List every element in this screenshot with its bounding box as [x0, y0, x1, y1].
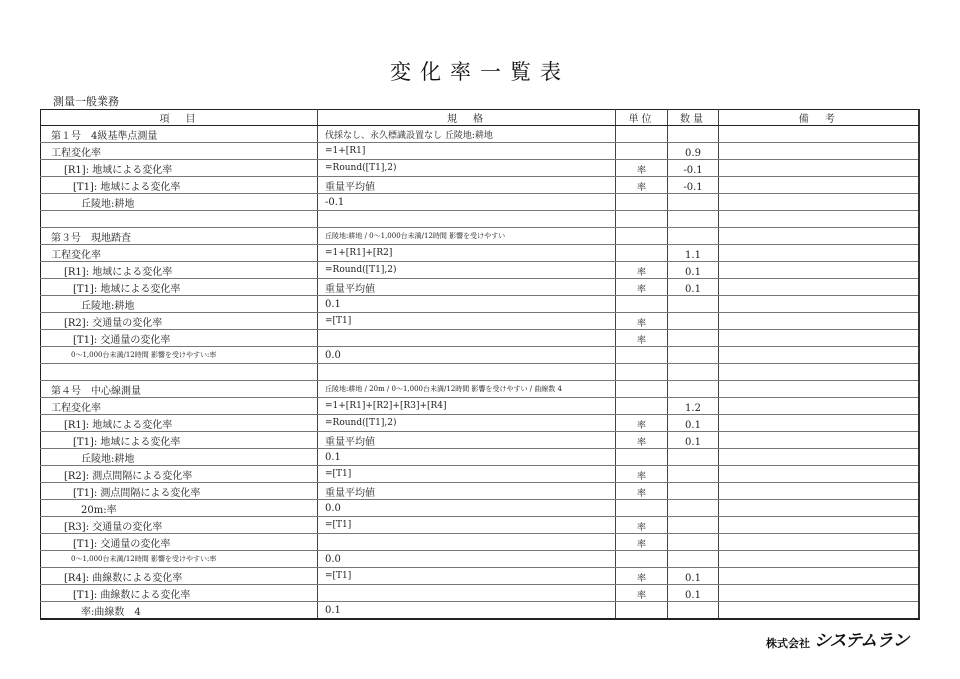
- table-row: [41, 500, 919, 517]
- company-logo: [766, 631, 908, 651]
- table-row: [41, 330, 919, 347]
- item-cell: [41, 211, 318, 228]
- table-row: [41, 177, 919, 194]
- header-qty: 数量: [668, 110, 719, 126]
- unit-cell: 率: [616, 415, 668, 432]
- spec-cell: 0.1: [318, 449, 616, 466]
- table-row: [41, 415, 919, 432]
- spec-cell: [318, 211, 616, 228]
- note-cell: [719, 415, 919, 432]
- table-row: [41, 296, 919, 313]
- unit-cell: 率: [616, 313, 668, 330]
- unit-cell: 率: [616, 279, 668, 296]
- table-row: [41, 534, 919, 551]
- unit-cell: [616, 364, 668, 381]
- spec-cell: =Round([T1],2): [318, 415, 616, 432]
- spec-cell: 重量平均値: [318, 432, 616, 449]
- qty-cell: [668, 500, 719, 517]
- note-cell: [719, 228, 919, 245]
- item-cell: [R1]: 地域による変化率: [41, 160, 318, 177]
- table-row: [41, 262, 919, 279]
- item-cell: 第１号 4級基準点測量: [41, 126, 318, 143]
- note-cell: [719, 381, 919, 398]
- qty-cell: [668, 296, 719, 313]
- table-row: [41, 398, 919, 415]
- qty-cell: -0.1: [668, 160, 719, 177]
- spec-cell: =[T1]: [318, 568, 616, 585]
- unit-cell: [616, 602, 668, 620]
- table-row: [41, 126, 919, 143]
- spec-cell: 0.0: [318, 500, 616, 517]
- qty-cell: [668, 330, 719, 347]
- qty-cell: [668, 228, 719, 245]
- note-cell: [719, 194, 919, 211]
- unit-cell: 率: [616, 517, 668, 534]
- table-row: [41, 245, 919, 262]
- qty-cell: -0.1: [668, 177, 719, 194]
- item-cell: [T1]: 交通量の変化率: [41, 534, 318, 551]
- note-cell: [719, 602, 919, 620]
- unit-cell: [616, 228, 668, 245]
- item-cell: [T1]: 地域による変化率: [41, 432, 318, 449]
- table-row: [41, 160, 919, 177]
- note-cell: [719, 551, 919, 568]
- qty-cell: [668, 194, 719, 211]
- item-cell: [R1]: 地域による変化率: [41, 262, 318, 279]
- note-cell: [719, 466, 919, 483]
- qty-cell: 0.1: [668, 262, 719, 279]
- unit-cell: [616, 381, 668, 398]
- qty-cell: [668, 364, 719, 381]
- item-cell: [T1]: 曲線数による変化率: [41, 585, 318, 602]
- note-cell: [719, 585, 919, 602]
- note-cell: [719, 398, 919, 415]
- table-row: [41, 279, 919, 296]
- item-cell: [R3]: 交通量の変化率: [41, 517, 318, 534]
- spec-cell: 重量平均値: [318, 483, 616, 500]
- company-prefix: 株式会社: [766, 637, 810, 650]
- unit-cell: [616, 211, 668, 228]
- spec-cell: [318, 364, 616, 381]
- note-cell: [719, 177, 919, 194]
- table-row: [41, 568, 919, 585]
- unit-cell: 率: [616, 483, 668, 500]
- note-cell: [719, 364, 919, 381]
- spec-cell: 丘陵地:耕地 / 20m / 0～1,000台未満/12時間 影響を受けやすい / 曲線数 4: [318, 381, 616, 398]
- header-spec: 規 格: [318, 110, 616, 126]
- change-rate-table: [40, 109, 920, 620]
- spec-cell: 伐採なし、永久標識設置なし 丘陵地:耕地: [318, 126, 616, 143]
- qty-cell: [668, 534, 719, 551]
- table-row: [41, 211, 919, 228]
- item-cell: 工程変化率: [41, 143, 318, 160]
- unit-cell: 率: [616, 160, 668, 177]
- unit-cell: [616, 296, 668, 313]
- note-cell: [719, 296, 919, 313]
- spec-cell: 0.0: [318, 551, 616, 568]
- spec-cell: -0.1: [318, 194, 616, 211]
- note-cell: [719, 347, 919, 364]
- unit-cell: [616, 347, 668, 364]
- item-cell: [T1]: 地域による変化率: [41, 177, 318, 194]
- unit-cell: [616, 449, 668, 466]
- header-item: 項 目: [41, 110, 318, 126]
- note-cell: [719, 483, 919, 500]
- item-cell: [R1]: 地域による変化率: [41, 415, 318, 432]
- qty-cell: [668, 466, 719, 483]
- section-label: 測量一般業務: [53, 95, 119, 108]
- note-cell: [719, 143, 919, 160]
- table-row: [41, 313, 919, 330]
- spec-cell: 重量平均値: [318, 279, 616, 296]
- spec-cell: =[T1]: [318, 466, 616, 483]
- item-cell: [T1]: 地域による変化率: [41, 279, 318, 296]
- note-cell: [719, 432, 919, 449]
- item-cell: 0～1,000台未満/12時間 影響を受けやすい:率: [41, 551, 318, 568]
- unit-cell: [616, 500, 668, 517]
- table-row: [41, 483, 919, 500]
- qty-cell: [668, 211, 719, 228]
- unit-cell: [616, 551, 668, 568]
- qty-cell: 0.1: [668, 279, 719, 296]
- note-cell: [719, 534, 919, 551]
- spec-cell: =1+[R1]: [318, 143, 616, 160]
- unit-cell: [616, 245, 668, 262]
- qty-cell: 0.1: [668, 585, 719, 602]
- item-cell: [T1]: 測点間隔による変化率: [41, 483, 318, 500]
- table-body: [41, 126, 919, 620]
- spec-cell: 丘陵地:耕地 / 0～1,000台未満/12時間 影響を受けやすい: [318, 228, 616, 245]
- unit-cell: [616, 194, 668, 211]
- spec-cell: [318, 585, 616, 602]
- spec-cell: =1+[R1]+[R2]: [318, 245, 616, 262]
- item-cell: 丘陵地:耕地: [41, 194, 318, 211]
- note-cell: [719, 330, 919, 347]
- unit-cell: 率: [616, 432, 668, 449]
- note-cell: [719, 517, 919, 534]
- item-cell: 第３号 現地踏査: [41, 228, 318, 245]
- item-cell: 工程変化率: [41, 398, 318, 415]
- unit-cell: 率: [616, 330, 668, 347]
- header-unit: 単位: [616, 110, 668, 126]
- spec-cell: [318, 534, 616, 551]
- qty-cell: 0.1: [668, 415, 719, 432]
- spec-cell: =1+[R1]+[R2]+[R3]+[R4]: [318, 398, 616, 415]
- document-title: 変化率一覧表: [390, 60, 570, 84]
- unit-cell: [616, 126, 668, 143]
- spec-cell: 0.1: [318, 602, 616, 620]
- qty-cell: [668, 551, 719, 568]
- table-row: [41, 602, 919, 620]
- company-name: システムラン: [814, 631, 909, 651]
- unit-cell: 率: [616, 262, 668, 279]
- item-cell: [R4]: 曲線数による変化率: [41, 568, 318, 585]
- spec-cell: 0.0: [318, 347, 616, 364]
- unit-cell: 率: [616, 568, 668, 585]
- item-cell: [R2]: 測点間隔による変化率: [41, 466, 318, 483]
- qty-cell: 0.1: [668, 432, 719, 449]
- spec-cell: 重量平均値: [318, 177, 616, 194]
- qty-cell: [668, 602, 719, 620]
- spec-cell: =[T1]: [318, 517, 616, 534]
- qty-cell: [668, 381, 719, 398]
- unit-cell: 率: [616, 177, 668, 194]
- item-cell: 第４号 中心線測量: [41, 381, 318, 398]
- table-row: [41, 381, 919, 398]
- qty-cell: [668, 517, 719, 534]
- unit-cell: [616, 398, 668, 415]
- item-cell: 丘陵地:耕地: [41, 449, 318, 466]
- unit-cell: 率: [616, 534, 668, 551]
- table-row: [41, 347, 919, 364]
- unit-cell: 率: [616, 466, 668, 483]
- qty-cell: [668, 483, 719, 500]
- table-row: [41, 143, 919, 160]
- spec-cell: [318, 330, 616, 347]
- note-cell: [719, 126, 919, 143]
- unit-cell: 率: [616, 585, 668, 602]
- table-row: [41, 194, 919, 211]
- table-row: [41, 466, 919, 483]
- note-cell: [719, 279, 919, 296]
- qty-cell: 0.9: [668, 143, 719, 160]
- spec-cell: =Round([T1],2): [318, 160, 616, 177]
- qty-cell: 0.1: [668, 568, 719, 585]
- note-cell: [719, 245, 919, 262]
- qty-cell: [668, 347, 719, 364]
- spec-cell: 0.1: [318, 296, 616, 313]
- item-cell: 工程変化率: [41, 245, 318, 262]
- table-row: [41, 432, 919, 449]
- table-row: [41, 449, 919, 466]
- note-cell: [719, 313, 919, 330]
- unit-cell: [616, 143, 668, 160]
- item-cell: 0～1,000台未満/12時間 影響を受けやすい:率: [41, 347, 318, 364]
- table-row: [41, 228, 919, 245]
- note-cell: [719, 500, 919, 517]
- item-cell: [41, 364, 318, 381]
- spec-cell: =Round([T1],2): [318, 262, 616, 279]
- table-row: [41, 551, 919, 568]
- qty-cell: 1.2: [668, 398, 719, 415]
- table-row: [41, 517, 919, 534]
- item-cell: [R2]: 交通量の変化率: [41, 313, 318, 330]
- table-row: [41, 364, 919, 381]
- note-cell: [719, 160, 919, 177]
- item-cell: [T1]: 交通量の変化率: [41, 330, 318, 347]
- table-row: [41, 585, 919, 602]
- note-cell: [719, 449, 919, 466]
- item-cell: 率:曲線数 4: [41, 602, 318, 620]
- qty-cell: 1.1: [668, 245, 719, 262]
- header-row: [41, 110, 919, 126]
- header-note: 備 考: [719, 110, 919, 126]
- item-cell: 20m:率: [41, 500, 318, 517]
- note-cell: [719, 211, 919, 228]
- qty-cell: [668, 126, 719, 143]
- note-cell: [719, 568, 919, 585]
- note-cell: [719, 262, 919, 279]
- qty-cell: [668, 313, 719, 330]
- spec-cell: =[T1]: [318, 313, 616, 330]
- item-cell: 丘陵地:耕地: [41, 296, 318, 313]
- qty-cell: [668, 449, 719, 466]
